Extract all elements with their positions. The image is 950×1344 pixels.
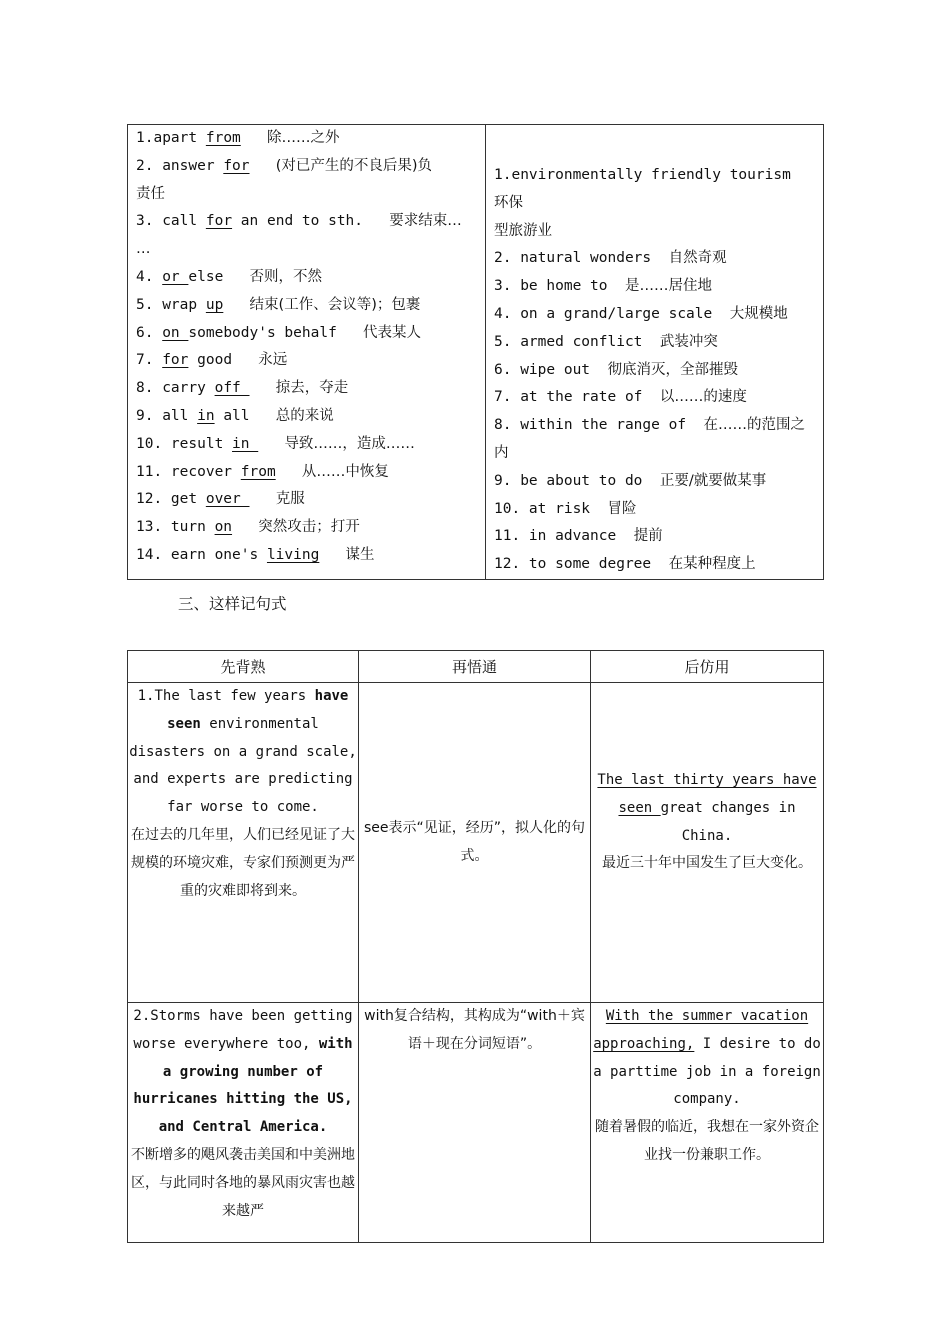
phrase-left-item: 5. wrap up 结束(工作、会议等)；包裹 — [136, 296, 421, 313]
phrase-left-item: 2. answer for (对已产生的不良后果)负 — [136, 157, 433, 174]
phrase-left-item: 12. get over 克服 — [136, 491, 305, 508]
example-sentence-2: 2.Storms have been getting worse everywhere too, with a growing number of hurricanes hitting the US, and Central America. 不断增多的飓风袭击美国和中美洲地区，与此同时各地的暴风雨灾害也越来越严 — [128, 1003, 359, 1243]
phrase-left-item: 1.apart from 除……之外 — [136, 130, 340, 146]
phrase-left-item: 6. on somebody's behalf 代表某人 — [136, 324, 422, 341]
phrase-right-item: 型旅游业 — [494, 222, 552, 239]
explanation-1: see表示“见证，经历”，拟人化的句式。 — [359, 683, 591, 1003]
phrase-left-item: 责任 — [136, 185, 165, 202]
phrase-left-item: 4. or else 否则，不然 — [136, 268, 323, 285]
phrase-right-item: 7. at the rate of 以……的速度 — [494, 389, 747, 406]
phrase-left-item: 9. all in all 总的来说 — [136, 407, 334, 424]
phrase-left-item: 8. carry off 掠去，夺走 — [136, 380, 349, 397]
phrase-left-item: 13. turn on 突然攻击；打开 — [136, 519, 360, 536]
phrase-right-item: 9. be about to do 正要/就要做某事 — [494, 472, 767, 489]
phrase-right-item: 2. natural wonders 自然奇观 — [494, 250, 727, 267]
phrase-left-item: 14. earn one's living 谋生 — [136, 546, 375, 563]
section-heading: 三、这样记句式 — [178, 595, 287, 613]
phrase-right-item: 5. armed conflict 武装冲突 — [494, 333, 718, 350]
phrase-right-item: 3. be home to 是……居住地 — [494, 278, 712, 295]
phrase-right-item: 11. in advance 提前 — [494, 528, 663, 545]
phrase-left-item: 3. call for an end to sth. 要求结束… — [136, 213, 462, 230]
phrase-left-item: 7. for good 永远 — [136, 352, 288, 369]
phrase-right-item: 1.environmentally friendly tourism 环保 — [494, 167, 791, 211]
imitation-1: The last thirty years have seen great changes in China. 最近三十年中国发生了巨大变化。 — [591, 683, 824, 1003]
example-sentence-1: 1.The last few years have seen environmental disasters on a grand scale, and experts are predicting far worse to come. 在过去的几年里，人们已经见证了大规模的环境灾难，专家们预测更为严重的灾难即将到来。 — [128, 683, 359, 1003]
phrase-right-item: 10. at risk 冒险 — [494, 500, 637, 517]
phrase-right-item: 6. wipe out 彻底消灭，全部摧毁 — [494, 361, 738, 378]
sentence-table — [127, 650, 824, 1243]
phrase-list-left — [128, 125, 486, 580]
phrase-left-item: 10. result in 导致……，造成…… — [136, 435, 415, 452]
header-understand: 再悟通 — [359, 651, 591, 683]
imitation-2: With the summer vacation approaching, I desire to do a parttime job in a foreign company. 随着暑假的临近，我想在一家外资企业找一份兼职工作。 — [591, 1003, 824, 1243]
phrase-left-item: … — [136, 241, 151, 258]
header-memorize: 先背熟 — [128, 651, 359, 683]
phrase-right-item: 12. to some degree 在某种程度上 — [494, 556, 756, 573]
phrase-right-item: 4. on a grand/large scale 大规模地 — [494, 305, 788, 322]
phrase-left-item: 11. recover from 从……中恢复 — [136, 463, 389, 480]
phrase-list-right — [486, 125, 824, 580]
header-imitate: 后仿用 — [591, 651, 824, 683]
phrase-table — [127, 124, 824, 580]
phrase-right-item: 8. within the range of 在……的范围之内 — [494, 417, 806, 461]
explanation-2: with复合结构，其构成为“with＋宾语＋现在分词短语”。 — [359, 1003, 591, 1243]
